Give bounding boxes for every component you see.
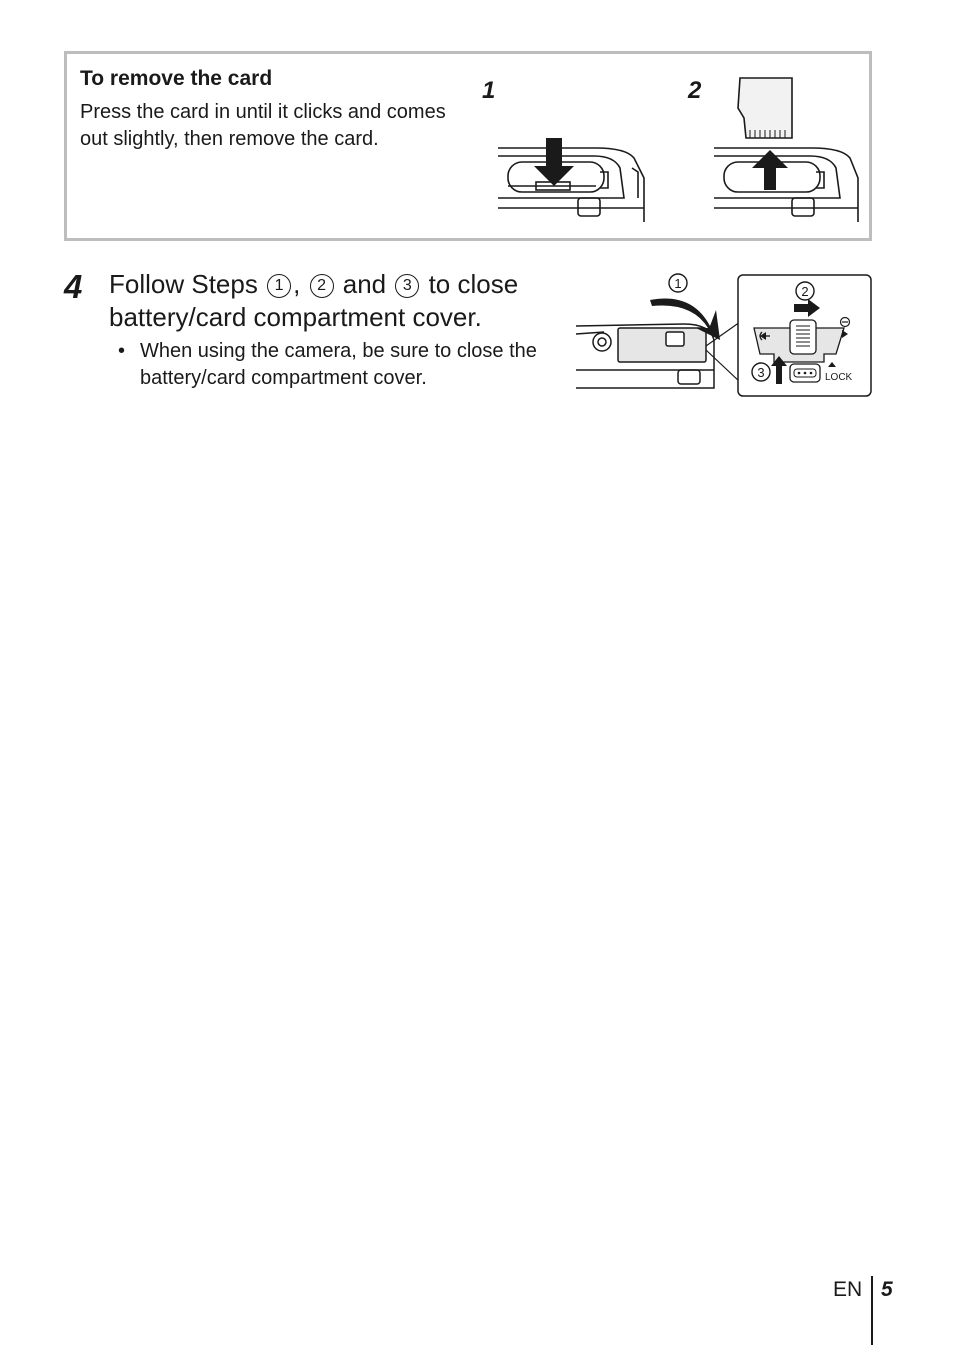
lock-label: LOCK — [825, 372, 853, 383]
step-4-instruction — [109, 268, 569, 334]
page-number: 5 — [881, 1278, 893, 1301]
language-label: EN — [833, 1278, 863, 1301]
figure-2-label: 2 — [688, 77, 702, 104]
step-circled-1: 1 — [267, 274, 291, 298]
bullet-text: When using the camera, be sure to close the battery/card compartment cover. — [140, 340, 537, 389]
remove-card-instructions: Press the card in until it clicks and comes out slightly, then remove the card. — [80, 101, 446, 150]
step-separator-comma: , — [293, 269, 308, 299]
bullet-marker: • — [118, 340, 126, 362]
step-text-part2: to close battery/card compartment cover. — [109, 269, 519, 332]
figure-1-label: 1 — [482, 77, 496, 104]
step-4-note — [118, 338, 568, 392]
callout-1: 1 — [674, 276, 682, 291]
step-circled-3: 3 — [395, 274, 419, 298]
close-cover-illustration — [574, 270, 874, 400]
step-circled-2: 2 — [310, 274, 334, 298]
remove-card-title: To remove the card — [80, 67, 273, 90]
step-text-part1: Follow Steps — [109, 269, 266, 299]
step-separator-and: and — [335, 269, 394, 299]
remove-card-illustration — [712, 78, 862, 228]
callout-2: 2 — [801, 284, 809, 299]
step-number: 4 — [64, 268, 83, 305]
footer-divider — [871, 1276, 873, 1345]
press-card-illustration — [496, 128, 648, 228]
callout-3: 3 — [757, 365, 765, 380]
